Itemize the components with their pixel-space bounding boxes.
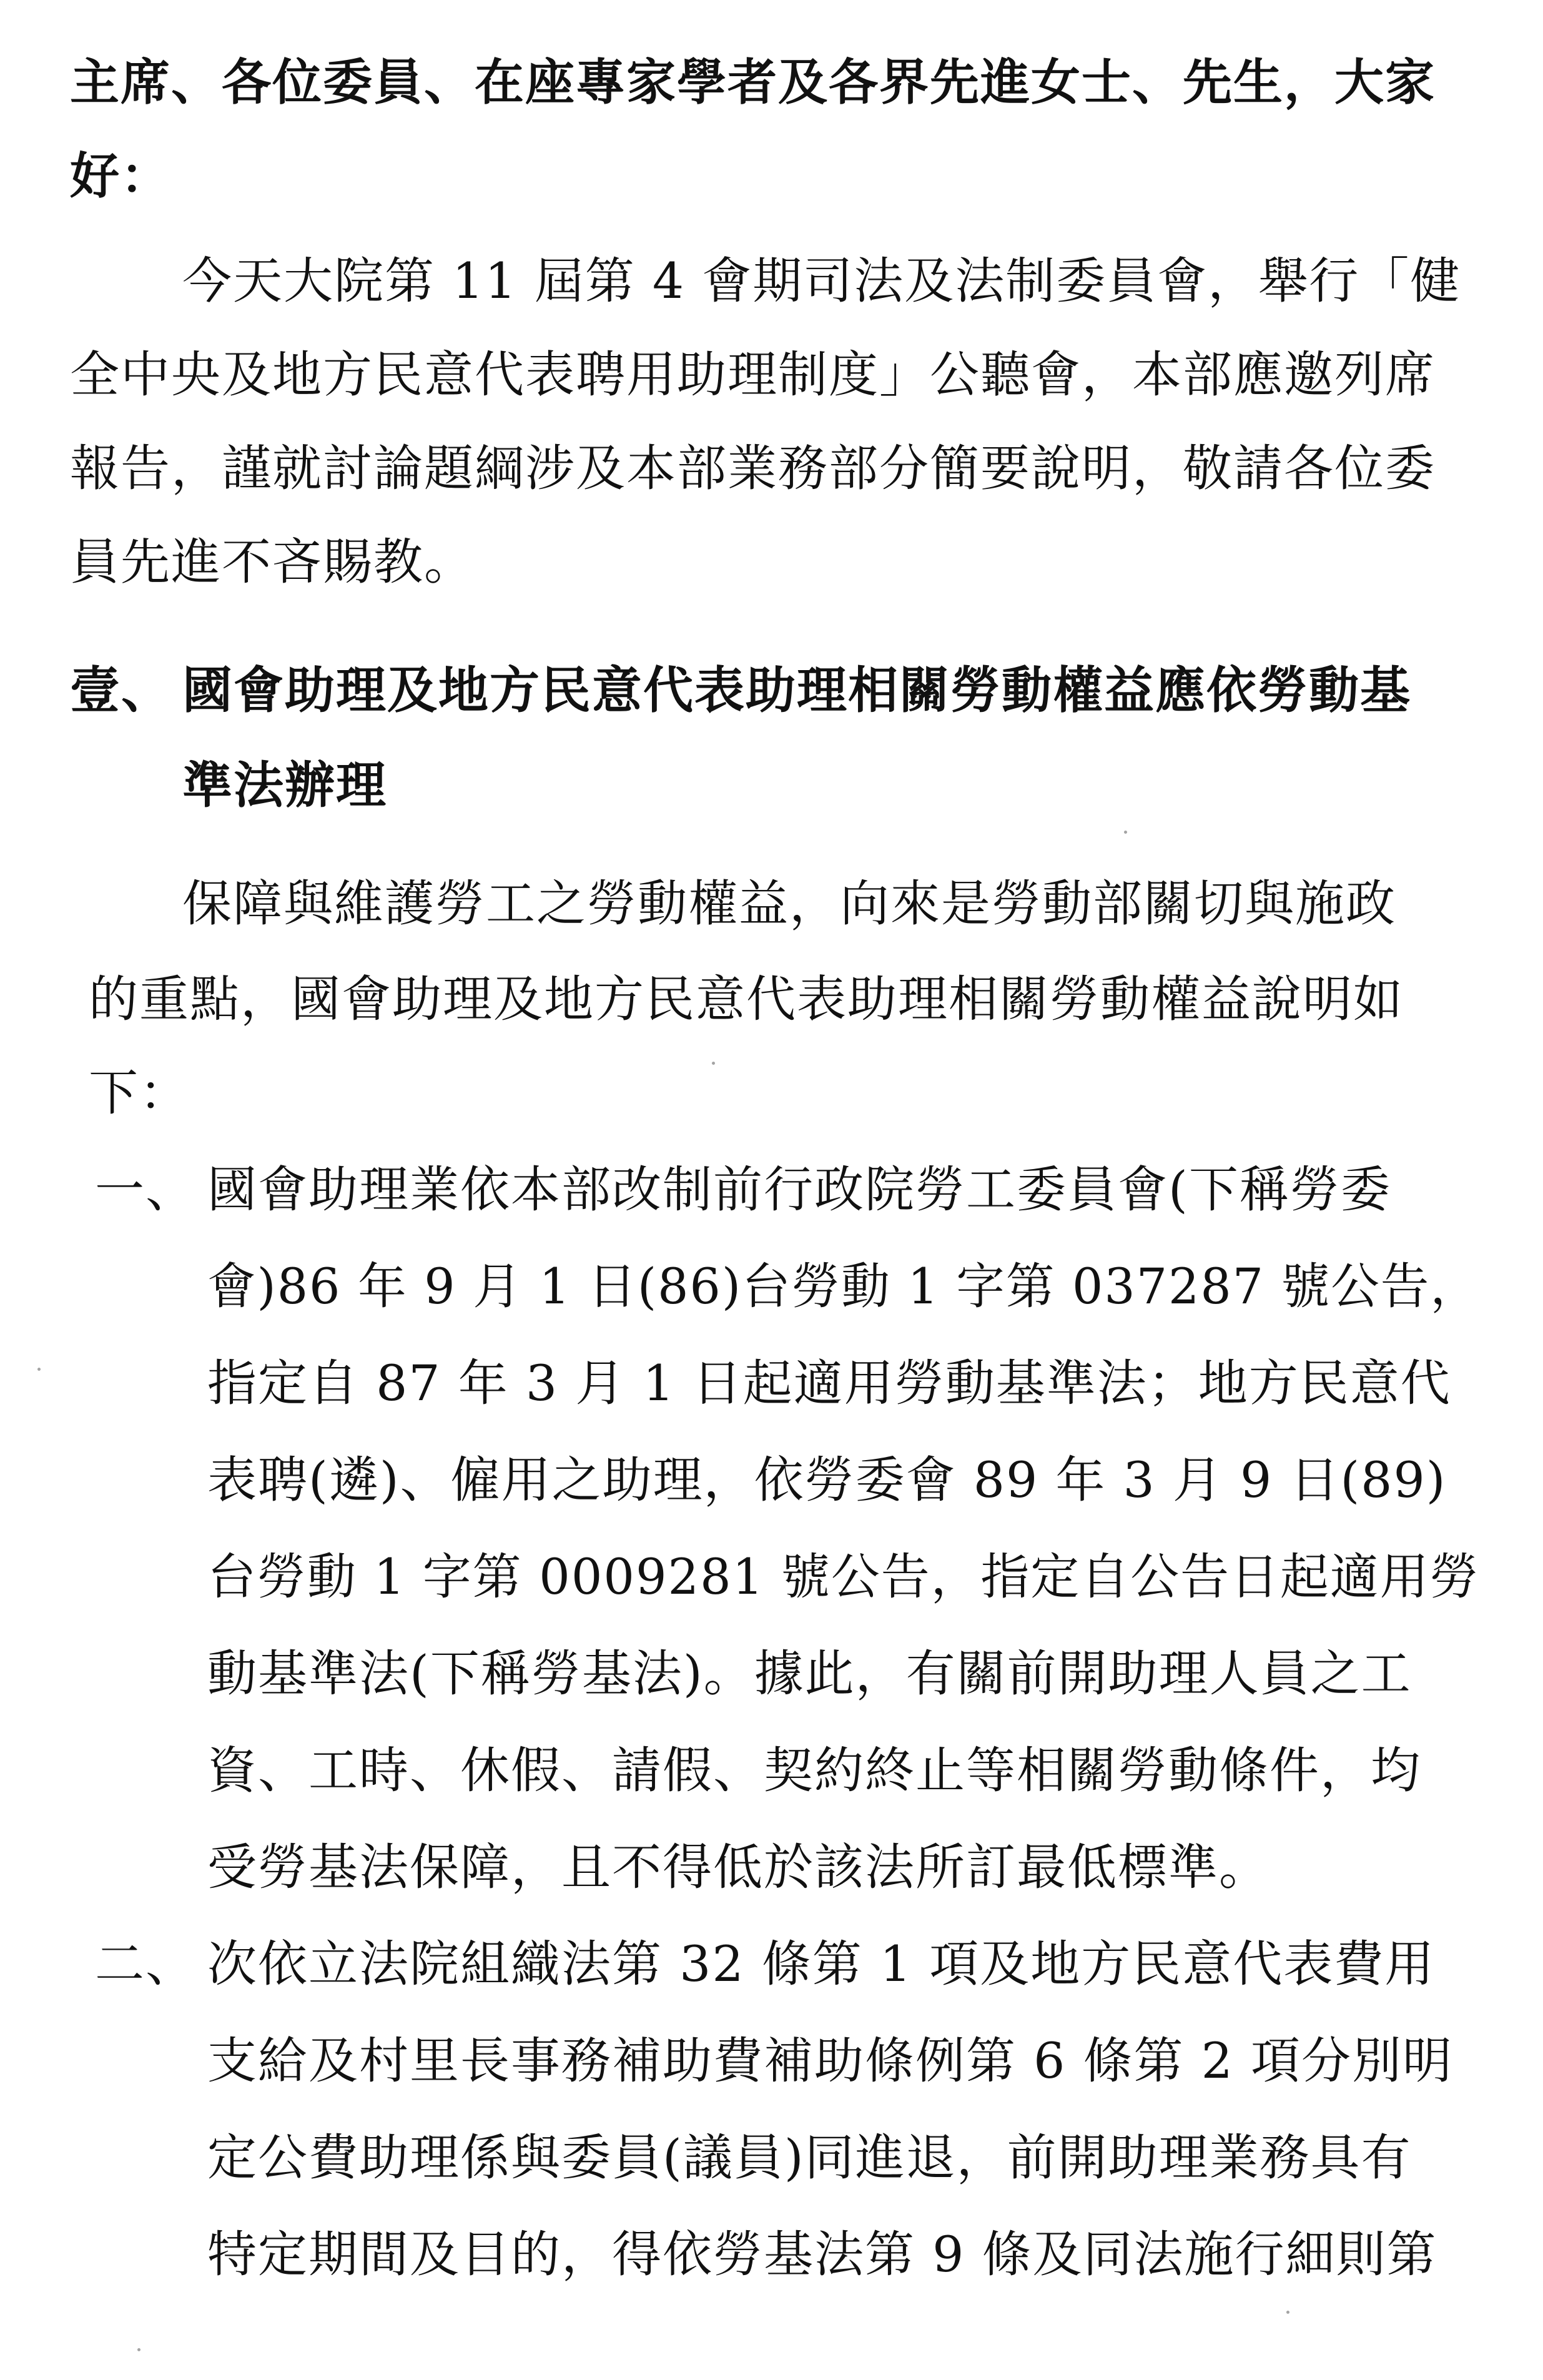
- item-1-line-5: 台勞動 1 字第 0009281 號公告，指定自公告日起適用勞: [207, 1548, 1480, 1606]
- paragraph-line-3: 下：: [89, 1064, 190, 1122]
- scan-speck: [37, 1368, 41, 1371]
- intro-line-3: 報告，謹就討論題綱涉及本部業務部分簡要說明，敬請各位委: [70, 440, 1436, 497]
- section-1-title-line-2: 準法辦理: [182, 756, 387, 814]
- scan-speck: [1124, 831, 1127, 834]
- item-2-marker: 二、: [95, 1935, 196, 1993]
- paragraph-line-2: 的重點，國會助理及地方民意代表助理相關勞動權益說明如: [89, 970, 1404, 1028]
- item-2-line-3: 定公費助理係與委員(議員)同進退，前開助理業務具有: [207, 2129, 1412, 2186]
- item-1-line-7: 資、工時、休假、請假、契約終止等相關勞動條件，均: [207, 1742, 1421, 1799]
- item-2-line-4: 特定期間及目的，得依勞基法第 9 條及同法施行細則第: [207, 2226, 1437, 2283]
- item-1-line-6: 動基準法(下稱勞基法)。據此，有關前開助理人員之工: [207, 1645, 1412, 1702]
- intro-line-4: 員先進不吝賜教。: [70, 533, 475, 591]
- intro-line-2: 全中央及地方民意代表聘用助理制度」公聽會，本部應邀列席: [70, 346, 1436, 403]
- item-2-line-2: 支給及村里長事務補助費補助條例第 6 條第 2 項分別明: [207, 2032, 1453, 2090]
- intro-line-1: 今天大院第 11 屆第 4 會期司法及法制委員會，舉行「健: [182, 252, 1461, 310]
- item-2-line-1: 次依立法院組織法第 32 條第 1 項及地方民意代表費用: [207, 1935, 1436, 1993]
- item-1-line-1: 國會助理業依本部改制前行政院勞工委員會(下稱勞委: [207, 1161, 1391, 1218]
- scan-speck: [712, 1062, 715, 1065]
- section-1-title-line-1: 國會助理及地方民意代表助理相關勞動權益應依勞動基: [182, 661, 1411, 719]
- paragraph-line-1: 保障與維護勞工之勞動權益，向來是勞動部關切與施政: [182, 875, 1396, 932]
- greeting-line-2: 好：: [70, 147, 171, 205]
- section-1-number: 壹、: [70, 661, 172, 719]
- scan-speck: [1286, 2311, 1289, 2314]
- scan-speck: [137, 2348, 140, 2351]
- item-1-line-8: 受勞基法保障，且不得低於該法所訂最低標準。: [207, 1839, 1269, 1896]
- item-1-line-2: 會)86 年 9 月 1 日(86)台勞動 1 字第 037287 號公告，: [207, 1258, 1480, 1315]
- greeting-line-1: 主席、各位委員、在座專家學者及各界先進女士、先生，大家: [70, 53, 1436, 111]
- item-1-marker: 一、: [95, 1161, 196, 1218]
- item-1-line-4: 表聘(遴)、僱用之助理，依勞委會 89 年 3 月 9 日(89): [207, 1451, 1447, 1509]
- item-1-line-3: 指定自 87 年 3 月 1 日起適用勞動基準法；地方民意代: [207, 1355, 1451, 1412]
